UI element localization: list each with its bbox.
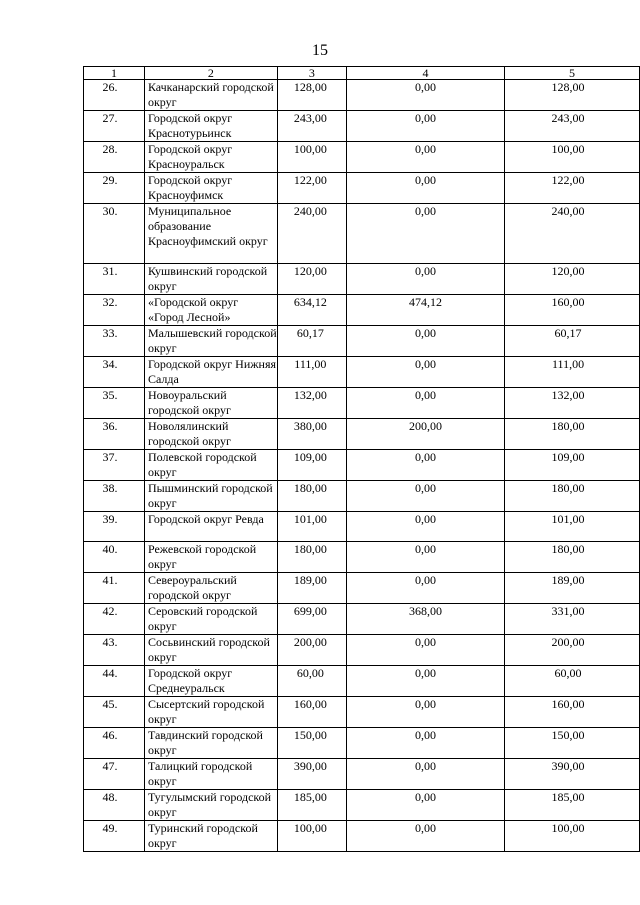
table-row bbox=[84, 450, 640, 481]
municipality-name-cell: «Городской округ «Город Лесной» bbox=[144, 295, 277, 326]
table-body bbox=[84, 67, 640, 852]
col-5-value-cell: 128,00 bbox=[505, 80, 640, 111]
col-5-value-cell: 189,00 bbox=[505, 573, 640, 604]
table-row bbox=[84, 790, 640, 821]
col-3-value-cell: 150,00 bbox=[277, 728, 346, 759]
col-3-value-cell: 189,00 bbox=[277, 573, 346, 604]
row-number-cell: 40. bbox=[84, 542, 145, 573]
table-row bbox=[84, 80, 640, 111]
col-5-value-cell: 185,00 bbox=[505, 790, 640, 821]
col-5-value-cell: 243,00 bbox=[505, 111, 640, 142]
row-number-cell: 43. bbox=[84, 635, 145, 666]
row-number-cell: 36. bbox=[84, 419, 145, 450]
header-col-2: 2 bbox=[144, 67, 277, 80]
table-row bbox=[84, 388, 640, 419]
table-header-row bbox=[84, 67, 640, 80]
col-4-value-cell: 0,00 bbox=[346, 142, 504, 173]
col-5-value-cell: 109,00 bbox=[505, 450, 640, 481]
table-row bbox=[84, 573, 640, 604]
row-number-cell: 27. bbox=[84, 111, 145, 142]
col-4-value-cell: 0,00 bbox=[346, 357, 504, 388]
municipality-name-cell: Пышминский городской округ bbox=[144, 481, 277, 512]
row-number-cell: 38. bbox=[84, 481, 145, 512]
table-row bbox=[84, 357, 640, 388]
table-row bbox=[84, 759, 640, 790]
table-row bbox=[84, 142, 640, 173]
col-5-value-cell: 240,00 bbox=[505, 204, 640, 264]
row-number-cell: 26. bbox=[84, 80, 145, 111]
municipality-name-cell: Новоуральский городской округ bbox=[144, 388, 277, 419]
municipality-name-cell: Городской округ Красноуральск bbox=[144, 142, 277, 173]
municipality-name-cell: Муниципальное образование Красноуфимский округ bbox=[144, 204, 277, 264]
municipality-name-cell: Городской округ Ревда bbox=[144, 512, 277, 542]
row-number-cell: 30. bbox=[84, 204, 145, 264]
col-5-value-cell: 180,00 bbox=[505, 419, 640, 450]
municipality-name-cell: Городской округ Краснотурьинск bbox=[144, 111, 277, 142]
row-number-cell: 42. bbox=[84, 604, 145, 635]
col-5-value-cell: 122,00 bbox=[505, 173, 640, 204]
col-3-value-cell: 185,00 bbox=[277, 790, 346, 821]
table-row bbox=[84, 666, 640, 697]
col-4-value-cell: 0,00 bbox=[346, 573, 504, 604]
col-4-value-cell: 200,00 bbox=[346, 419, 504, 450]
table-row bbox=[84, 419, 640, 450]
municipality-name-cell: Режевской городской округ bbox=[144, 542, 277, 573]
col-4-value-cell: 368,00 bbox=[346, 604, 504, 635]
col-5-value-cell: 60,00 bbox=[505, 666, 640, 697]
row-number-cell: 41. bbox=[84, 573, 145, 604]
page-number: 15 bbox=[312, 42, 328, 59]
municipality-name-cell: Сысертский городской округ bbox=[144, 697, 277, 728]
col-4-value-cell: 0,00 bbox=[346, 759, 504, 790]
col-5-value-cell: 101,00 bbox=[505, 512, 640, 542]
col-4-value-cell: 474,12 bbox=[346, 295, 504, 326]
budget-table bbox=[83, 66, 640, 852]
col-5-value-cell: 60,17 bbox=[505, 326, 640, 357]
col-3-value-cell: 132,00 bbox=[277, 388, 346, 419]
col-5-value-cell: 100,00 bbox=[505, 821, 640, 852]
col-3-value-cell: 100,00 bbox=[277, 821, 346, 852]
table-row bbox=[84, 326, 640, 357]
table-row bbox=[84, 821, 640, 852]
col-4-value-cell: 0,00 bbox=[346, 80, 504, 111]
row-number-cell: 44. bbox=[84, 666, 145, 697]
municipality-name-cell: Городской округ Красноуфимск bbox=[144, 173, 277, 204]
col-3-value-cell: 200,00 bbox=[277, 635, 346, 666]
municipality-name-cell: Полевской городской округ bbox=[144, 450, 277, 481]
col-4-value-cell: 0,00 bbox=[346, 264, 504, 295]
col-5-value-cell: 180,00 bbox=[505, 542, 640, 573]
col-3-value-cell: 122,00 bbox=[277, 173, 346, 204]
row-number-cell: 47. bbox=[84, 759, 145, 790]
municipality-name-cell: Талицкий городской округ bbox=[144, 759, 277, 790]
municipality-name-cell: Тавдинский городской округ bbox=[144, 728, 277, 759]
col-5-value-cell: 150,00 bbox=[505, 728, 640, 759]
row-number-cell: 39. bbox=[84, 512, 145, 542]
header-col-3: 3 bbox=[277, 67, 346, 80]
row-number-cell: 32. bbox=[84, 295, 145, 326]
col-3-value-cell: 111,00 bbox=[277, 357, 346, 388]
row-number-cell: 46. bbox=[84, 728, 145, 759]
col-4-value-cell: 0,00 bbox=[346, 173, 504, 204]
row-number-cell: 29. bbox=[84, 173, 145, 204]
col-3-value-cell: 60,00 bbox=[277, 666, 346, 697]
header-col-4: 4 bbox=[346, 67, 504, 80]
col-3-value-cell: 634,12 bbox=[277, 295, 346, 326]
col-3-value-cell: 160,00 bbox=[277, 697, 346, 728]
col-3-value-cell: 101,00 bbox=[277, 512, 346, 542]
col-4-value-cell: 0,00 bbox=[346, 481, 504, 512]
row-number-cell: 33. bbox=[84, 326, 145, 357]
municipality-name-cell: Тугулымский городской округ bbox=[144, 790, 277, 821]
header-col-1: 1 bbox=[84, 67, 145, 80]
municipality-name-cell: Кушвинский городской округ bbox=[144, 264, 277, 295]
row-number-cell: 45. bbox=[84, 697, 145, 728]
col-3-value-cell: 180,00 bbox=[277, 481, 346, 512]
col-4-value-cell: 0,00 bbox=[346, 697, 504, 728]
row-number-cell: 49. bbox=[84, 821, 145, 852]
col-5-value-cell: 160,00 bbox=[505, 697, 640, 728]
row-number-cell: 37. bbox=[84, 450, 145, 481]
col-5-value-cell: 331,00 bbox=[505, 604, 640, 635]
col-3-value-cell: 60,17 bbox=[277, 326, 346, 357]
col-4-value-cell: 0,00 bbox=[346, 635, 504, 666]
col-5-value-cell: 390,00 bbox=[505, 759, 640, 790]
col-4-value-cell: 0,00 bbox=[346, 450, 504, 481]
col-3-value-cell: 390,00 bbox=[277, 759, 346, 790]
col-4-value-cell: 0,00 bbox=[346, 790, 504, 821]
col-3-value-cell: 240,00 bbox=[277, 204, 346, 264]
municipality-name-cell: Новолялинский городской округ bbox=[144, 419, 277, 450]
col-4-value-cell: 0,00 bbox=[346, 326, 504, 357]
col-4-value-cell: 0,00 bbox=[346, 204, 504, 264]
col-5-value-cell: 180,00 bbox=[505, 481, 640, 512]
table-row bbox=[84, 481, 640, 512]
table-row bbox=[84, 697, 640, 728]
col-5-value-cell: 160,00 bbox=[505, 295, 640, 326]
municipality-name-cell: Серовский городской округ bbox=[144, 604, 277, 635]
row-number-cell: 31. bbox=[84, 264, 145, 295]
col-5-value-cell: 100,00 bbox=[505, 142, 640, 173]
municipality-name-cell: Сосьвинский городской округ bbox=[144, 635, 277, 666]
header-col-5: 5 bbox=[505, 67, 640, 80]
col-4-value-cell: 0,00 bbox=[346, 512, 504, 542]
municipality-name-cell: Малышевский городской округ bbox=[144, 326, 277, 357]
row-number-cell: 28. bbox=[84, 142, 145, 173]
table-row bbox=[84, 728, 640, 759]
col-3-value-cell: 243,00 bbox=[277, 111, 346, 142]
col-5-value-cell: 200,00 bbox=[505, 635, 640, 666]
col-3-value-cell: 128,00 bbox=[277, 80, 346, 111]
table-row bbox=[84, 542, 640, 573]
table-row bbox=[84, 635, 640, 666]
municipality-name-cell: Североуральский городской округ bbox=[144, 573, 277, 604]
col-4-value-cell: 0,00 bbox=[346, 388, 504, 419]
col-4-value-cell: 0,00 bbox=[346, 111, 504, 142]
col-3-value-cell: 109,00 bbox=[277, 450, 346, 481]
table-row bbox=[84, 512, 640, 542]
table-row bbox=[84, 204, 640, 264]
col-3-value-cell: 380,00 bbox=[277, 419, 346, 450]
municipality-name-cell: Городской округ Среднеуральск bbox=[144, 666, 277, 697]
table-row bbox=[84, 264, 640, 295]
municipality-name-cell: Качканарский городской округ bbox=[144, 80, 277, 111]
col-3-value-cell: 180,00 bbox=[277, 542, 346, 573]
col-4-value-cell: 0,00 bbox=[346, 728, 504, 759]
col-3-value-cell: 699,00 bbox=[277, 604, 346, 635]
row-number-cell: 48. bbox=[84, 790, 145, 821]
table-row bbox=[84, 295, 640, 326]
row-number-cell: 35. bbox=[84, 388, 145, 419]
col-5-value-cell: 120,00 bbox=[505, 264, 640, 295]
municipality-name-cell: Туринский городской округ bbox=[144, 821, 277, 852]
col-5-value-cell: 132,00 bbox=[505, 388, 640, 419]
table-row bbox=[84, 173, 640, 204]
col-4-value-cell: 0,00 bbox=[346, 821, 504, 852]
col-5-value-cell: 111,00 bbox=[505, 357, 640, 388]
col-3-value-cell: 100,00 bbox=[277, 142, 346, 173]
col-4-value-cell: 0,00 bbox=[346, 542, 504, 573]
row-number-cell: 34. bbox=[84, 357, 145, 388]
col-3-value-cell: 120,00 bbox=[277, 264, 346, 295]
table-row bbox=[84, 604, 640, 635]
table-row bbox=[84, 111, 640, 142]
col-4-value-cell: 0,00 bbox=[346, 666, 504, 697]
municipality-name-cell: Городской округ Нижняя Салда bbox=[144, 357, 277, 388]
